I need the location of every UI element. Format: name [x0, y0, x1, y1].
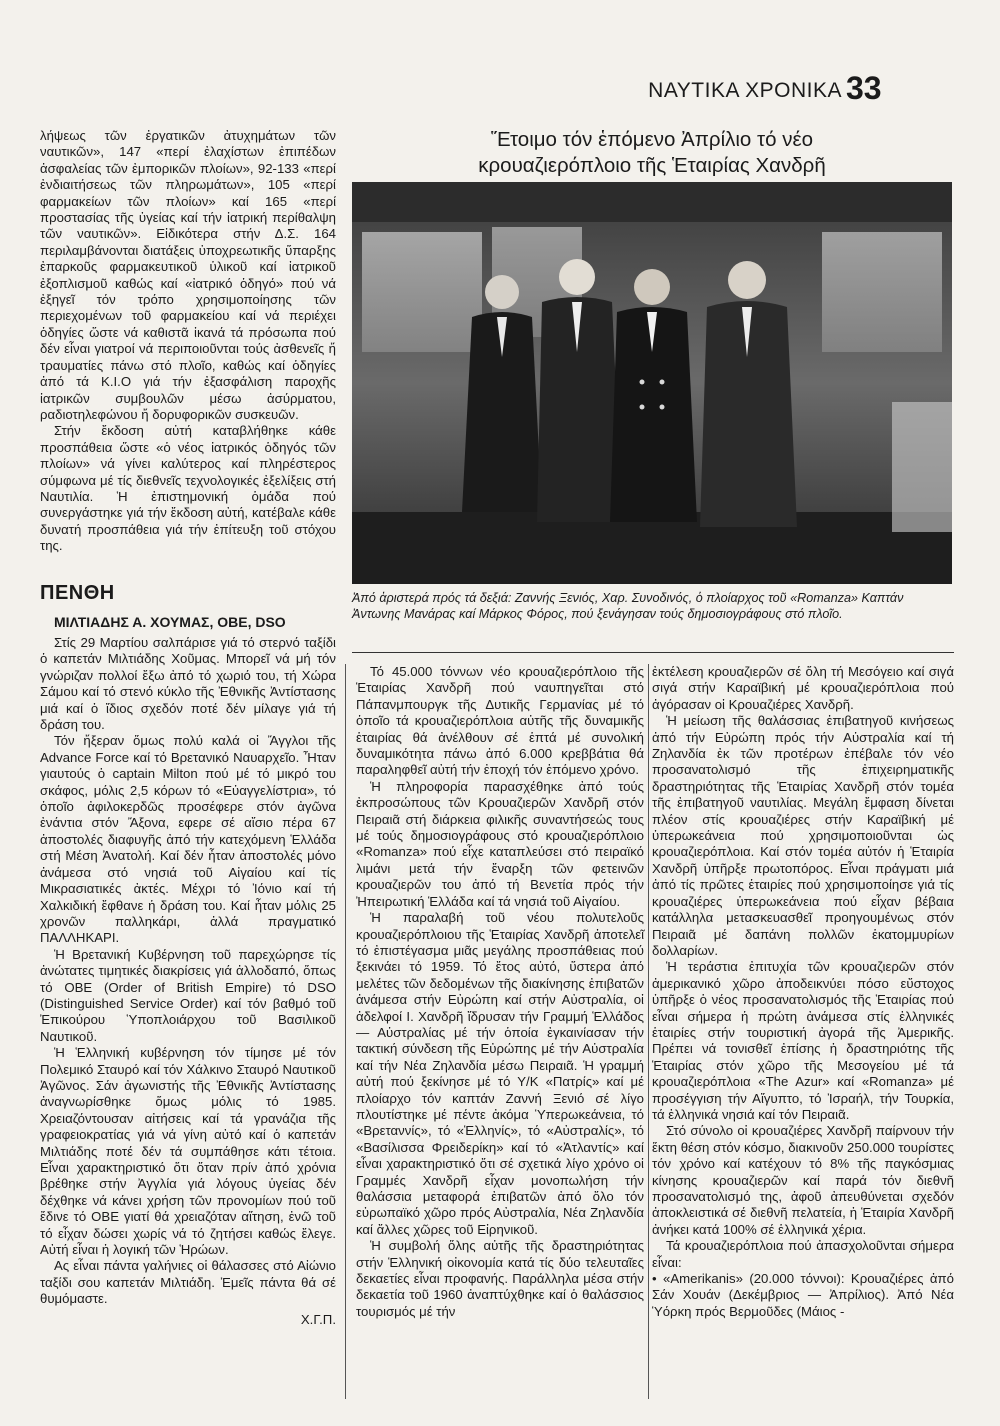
signature: Χ.Γ.Π. — [300, 1311, 336, 1327]
left-column-continuation — [40, 128, 336, 555]
photo-caption: Ἀπό ἀριστερά πρός τά δεξιά: Ζαννής Ξενιός, Χαρ. Συνοδινός, ὁ πλοίαρχος τοῦ «Romanza» Καπτάν Ἀντωνης Μανάρας καί Μάρκος Φόρος, πού ξενάγησαν τούς δημοσιογράφους στό πλοῖο. — [352, 591, 904, 621]
paragraph: Ας εἶναι πάντα γαλήνιες οἱ θάλασσες στό Αἰώνιο ταξίδι σου καπετάν Μιλτιάδη. Ἐμεῖς πάντα θά σέ θυμόμαστε. — [40, 1258, 336, 1307]
divider — [648, 664, 649, 1399]
paragraph: Στό σύνολο οἱ κρουαζιέρες Χανδρῆ παίρνουν τήν ἕκτη θέση στόν κόσμο, διακινοῦν 250.000 τουρίστες τόν χρόνο καί κατέχουν τό 8% τῆς παγκόσμιας κίνησης κρουαζιερῶν καί παρά τόν διεθνῆ προσανατολισμό της, ἀφοῦ ἀπευθύνεται σχεδόν ἀποκλειστικά σέ διεθνῆ πελατεία, ἡ Ἑταιρία Χανδρῆ ἀνήκει κατά 100% σέ ἑλληνικά χέρια. — [652, 1123, 954, 1237]
paragraph: Στήν ἔκδοση αὐτή καταβλήθηκε κάθε προσπάθεια ὥστε «ὁ νέος ἰατρικός ὁδηγός τῶν πλοίων» νά γίνει καλύτερος καί πληρέστερος σύμφωνα μέ τίς διεθνεῖς τεχνολογικές ἐξελίξεις στή Ναυτιλία. Ἡ ἐπιστημονική ὁμάδα πού συνεργάστηκε γιά τήν ἔκδοση αὐτή, κατέβαλε κάθε δυνατή προσπάθεια γιά τήν ἐπίτευξη τοῦ στόχου της. — [40, 423, 336, 554]
group-photo — [352, 182, 952, 584]
photo-illustration — [352, 182, 952, 584]
article-column-middle — [356, 664, 644, 1320]
article-title-line: κρουαζιερόπλοιο τῆς Ἑταιρίας Χανδρῆ — [478, 154, 826, 177]
article-column-right — [652, 664, 954, 1320]
paragraph: Ἡ Βρετανική Κυβέρνηση τοῦ παρεχώρησε τίς ἀνώτατες τιμητικές διακρίσεις γιά ἀλλοδαπό, ὅπως τό OBE (Order of British Empire) τό DSO (Distinguished Service Order) καί τόν βαθμό τοῦ Ἐπικούρου Ὑποπλοιάρχου τοῦ Βασιλικοῦ Ναυτικοῦ. — [40, 946, 336, 1044]
paragraph: Ἡ παραλαβή τοῦ νέου πολυτελοῦς κρουαζιερόπλοιου τῆς Ἑταιρίας Χανδρῆ ἀποτελεῖ τό ἐπιστέγασμα μιᾶς μεγάλης προσπάθειας πού ξεκινάει τό 1959. Τό ἔτος αὐτό, ὕστερα ἀπό μελέτες τῶν δεδομένων τῆς διακίνησης ἐπιβατῶν ἀνάμεσα στήν Εὐρώπη καί στήν Αὐστραλία, οἱ ἀδελφοί Ι. Χανδρῆ ἵδρυσαν τήν Γραμμή Ἑλλάδος — Αὐστραλίας μέ τήν ὁποία ἐγκαινίασαν τήν τακτική σύνδεση τῆς Εὐρώπης μέ τήν Αὐστραλία καί τήν Νέα Ζηλανδία μέσω Πειραιᾶ. Ἡ γραμμή αὐτή πού ξεκίνησε μέ τό Υ/Κ «Πατρίς» καί μέ πλοίαρχο τόν καπτάν Ζαννή Ξενιό σέ λίγο πλουτίστηκε μέ πέντε ἀκόμα Ὑπερωκεάνεια, τό «Βρεταννίς», τό «Ἑλληνίς», τό «Αὐστραλίς», τό «Βασίλισσα Φρειδερίκη» καί τό «Ἀτλαντίς» καί εἶναι χαρακτηριστικό ὅτι σέ σχετικά λίγο χρόνο οἱ Γραμμές Χανδρῆ εἶχαν μονοπωλήση τήν θαλάσσια μεταφορά ἐπιβατῶν ἀπό ὅλο τόν εὐρωπαϊκό χῶρο πρός Αὐστραλία, Νέα Ζηλανδία καί ἄλλες χῶρες τοῦ Εἰρηνικοῦ. — [356, 910, 644, 1237]
article-title-line: Ἕτοιμο τόν ἑπόμενο Ἀπρίλιο τό νέο — [490, 128, 814, 151]
paragraph: Στίς 29 Μαρτίου σαλπάρισε γιά τό στερνό ταξίδι ὁ καπετάν Μιλτιάδης Χοῦμας. Μπορεῖ νά μή τόν γνώριζαν πολλοί ἔξω ἀπό τό χωριό του, τή Χώρα Σάμου καί τό στενό κύκλο τῆς Ἐθνικῆς Ἀντίστασης μιά καί ὁ ἴδιος σχεδόν ποτέ δέν μίλαγε γιά τή δράση του. — [40, 635, 336, 733]
page-number: 33 — [846, 70, 882, 106]
paragraph: Ἡ πληροφορία παρασχέθηκε ἀπό τούς ἐκπροσώπους τῶν Κρουαζιερῶν Χανδρῆ στόν Πειραιᾶ στή διάρκεια φιλικῆς συναντήσεώς τους μέ τούς δημοσιογράφους στό κρουαζιερόπλοιο «Romanza» πού εἶχε καταπλεύσει στό πειραϊκό λιμάνι μετά τήν ἔναρξη τῶν φετεινῶν κρουαζιερῶν του ἀπό τή Βενετία πρός τήν Ἠπειρωτική Ἑλλάδα καί τά νησιά τοῦ Αἰγαίου. — [356, 778, 644, 909]
divider — [345, 664, 346, 1399]
article-title — [352, 127, 952, 179]
section-title: ΠΕΝΘΗ — [40, 582, 115, 604]
paragraph: ἐκτέλεση κρουαζιερῶν σέ ὅλη τή Μεσόγειο καί σιγά σιγά στήν Καραϊβική μέ κρουαζιερόπλοια πού ἀγόρασαν οἱ Κρουαζιέρες Χανδρῆ. — [652, 664, 954, 712]
paragraph: Ἡ τεράστια ἐπιτυχία τῶν κρουαζιερῶν στόν ἀμερικανικό χῶρο ἀποδεικνύει πόσο εὔστοχος ὑπῆρξε ὁ νέος προσανατολισμός τῆς Ἑταιρίας πού εἶναι σήμερα ἡ πρώτη ἀνάμεσα στίς ἑλληνικές ἑταιρίες στήν τουριστική ἀγορά τῆς Ἀμερικῆς. Πρέπει νά τονισθεῖ ἐπίσης ἡ δραστηριότης τῆς Ἑταιρίας στόν χῶρο τῆς Μεσογείου μέ τά κρουαζιερόπλοια «The Azur» καί «Romanza» μέ προσέγγιση τήν Αἴγυπτο, τό Ἰσραήλ, τήν Τουρκία, τά ἑλληνικά νησιά καί τόν Πειραιᾶ. — [652, 959, 954, 1122]
paragraph: Τό 45.000 τόννων νέο κρουαζιερόπλοιο τῆς Ἑταιρίας Χανδρῆ πού ναυπηγεῖται στό Πάπανμπουργκ τῆς Δυτικῆς Γερμανίας μέ τό ὁποῖο τά κρουαζιερόπλοια αὐτῆς τῆς δυναμικῆς ἑταιρίας θά ἀνέλθουν σέ ἑπτά μέ συνολική δυναμικότητα πάνω ἀπό 6.000 κρεββάτια θά παραληφθεῖ αὐτή τήν ἐποχή τόν ἑπόμενο χρόνο. — [356, 664, 644, 778]
obituary-name: ΜΙΛΤΙΑΔΗΣ Α. ΧΟΥΜΑΣ, OBE, DSO — [54, 614, 286, 630]
paragraph: Τά κρουαζιερόπλοια πού ἀπασχολοῦνται σήμερα εἶναι: — [652, 1238, 954, 1270]
obituary-column — [40, 635, 336, 1328]
list-item: • «Amerikanis» (20.000 τόννοι): Κρουαζιέρες ἀπό Σάν Χουάν (Δεκέμβριος — Ἀπρίλιος). Ἀπό Νέα Ὑόρκη πρός Βερμοῦδες (Μάιος - — [652, 1271, 954, 1319]
magazine-title: ΝΑΥΤΙΚΑ ΧΡΟΝΙΚΑ — [648, 79, 842, 102]
paragraph: Ἡ μείωση τῆς θαλάσσιας ἐπιβατηγοῦ κινήσεως ἀπό τήν Εὐρώπη πρός τήν Αὐστραλία καί τή Ζηλανδία ἐκ τῶν προτέρων ἐπέβαλε τόν νέο προσανατολισμό τῆς ἐπιχειρηματικῆς δραστηριότητας τῆς Ἑταιρίας Χανδρῆ στόν τομέα τῆς ἐπιβατηγοῦ ναυτιλίας. Μεγάλη ἔμφαση δίνεται πλέον στίς κρουαζιέρες στήν Καραϊβική μέ ὑπερωκεάνεια πού χρησιμοποιοῦνται ὡς κρουαζιερόπλοια. Καί στόν τομέα αὐτόν ἡ Ἑταιρία Χανδρῆ ὑπῆρξε πρωτοπόρος. Εἶναι πράγματι μιά ἀπό τίς πρῶτες ἑταιρίες πού χρησιμοποίησε γιά τίς κρουαζιέρες ὑπερωκεάνεια πού εἶχαν βέβαια κατάλληλα μετασκευασθεῖ προηγουμένως στόν Πειραιᾶ μέ δαπάνη πολλῶν ἑκατομμυρίων δολλαρίων. — [652, 713, 954, 958]
paragraph: λήψεως τῶν ἐργατικῶν ἀτυχημάτων τῶν ναυτικῶν», 147 «περί ἐλαχίστων ἐπιπέδων ἀσφαλείας τῶν ἐμπορικῶν πλοίων», 92-133 «περί ἐνδιαιτήσεως τῶν πληρωμάτων», 105 «περί φαρμακείων τῶν πλοίων» καί 165 «περί προστασίας τῆς ὑγείας καί τήν ἰατρική περίθαλψη τῶν ναυτικῶν». Εἰδικότερα στήν Δ.Σ. 164 περιλαμβάνονται διατάξεις ὑποχρεωτικῆς ὕπαρξης ἐπαρκοῦς φαρμακευτικοῦ ὑλικοῦ καί ἰατρικοῦ ἐξοπλισμοῦ καθώς καί «ἰατρικό ὁδηγό» πού νά ἐξηγεῖ τόν τρόπο χρησιμοποίησης τῶν περιεχομένων τοῦ φαρμακείου καί νά περιέχει ὁδηγίες ὥστε νά καθιστᾶ ἱκανά τά πρόσωπα πού δέν εἶναι γιατροί νά περιποιοῦνται τούς ἀσθενεῖς ἤ τραυματίες πάνω στό πλοῖο, καθώς καί ὁδηγίες ἀπό τά Κ.Ι.Ο γιά τήν ἐξασφάλιση παροχῆς ἰατρικῶν συμβουλῶν μέσω ἀσύρματου, ραδιοτηλεφώνου ἤ δορυφορικῶν συσκευῶν. — [40, 128, 336, 422]
paragraph: Τόν ἤξεραν ὅμως πολύ καλά οἱ Ἄγγλοι τῆς Advance Force καί τό Βρετανικό Ναυαρχεῖο. Ἦταν γιαυτούς ὁ captain Milton πού μέ τό μικρό του σκάφος, μόλις 2,5 κόρων τό «Εὐαγγελίστρια», τό ὁποῖο ἀφιλοκερδῶς προσέφερε στόν ἀγῶνα ἐνάντια στόν Ἄξονα, εφερε σέ αἴσιο πέρα 67 ἀποστολές διαφυγῆς ἀπό τήν κατεχόμενη Ἑλλάδα στή Μέση Ἀνατολή. Καί δέν ἦταν ἀποστολές μόνο ἀνάμεσα στό νησιά τοῦ Αἰγαίου καί τίς Μικρασιατικές ἀκτές. Μέχρι τό Ἰόνιο καί τή Χαλκιδική ἔφθανε ἡ δράση του. Καί ἦταν μόλις 25 χρονῶν παλληκάρι, ἀλλά πραγματικό ΠΑΛΛΗΚΑΡΙ. — [40, 733, 336, 946]
paragraph: Ἡ συμβολή ὅλης αὐτῆς τῆς δραστηριότητας στήν Ἑλληνική οἰκονομία κατά τίς δύο τελευταῖες δεκαετίες εἶναι προφανής. Παράλληλα μέσα στήν δεκαετία τοῦ 1960 ἀναπτύχθηκε καί ὁ θαλάσσιος τουρισμός μέ τήν — [356, 1238, 644, 1319]
divider — [352, 652, 954, 653]
paragraph: Ἡ Ἑλληνική κυβέρνηση τόν τίμησε μέ τόν Πολεμικό Σταυρό καί τόν Χάλκινο Σταυρό Ναυτικοῦ Ἀγῶνος. Σάν ἀγωνιστής τῆς Ἐθνικῆς Ἀντίστασης ἀναγνωρίσθηκε ὅμως μόλις τό 1985. Χρειαζόντουσαν αἰτήσεις καί τά γρανάζια τῆς γραφειοκρατίας γιά νά γίνη αὐτό καί ὁ καπετάν Μιλτιάδης ποτέ δέν τά συμπάθησε κάτι τέτοια. Εἶναι χαρακτηριστικό ὅτι ὅταν πρίν ἀπό χρόνια βρέθηκε στήν Ἀγγλία γιά λόγους ὑγείας δέν δέχθηκε νά κάνει χρήση τῶν προνομίων πού τοῦ ἔδινε τό OBE γιατί θά χρειαζόταν αἴτηση, ἐνῶ τοῦ τό εἶχαν δώσει χωρίς νά τό ζητήσει καθώς ἔλεγε. Αὐτή εἶναι ἡ λογική τῶν Ἡρώων. — [40, 1045, 336, 1258]
